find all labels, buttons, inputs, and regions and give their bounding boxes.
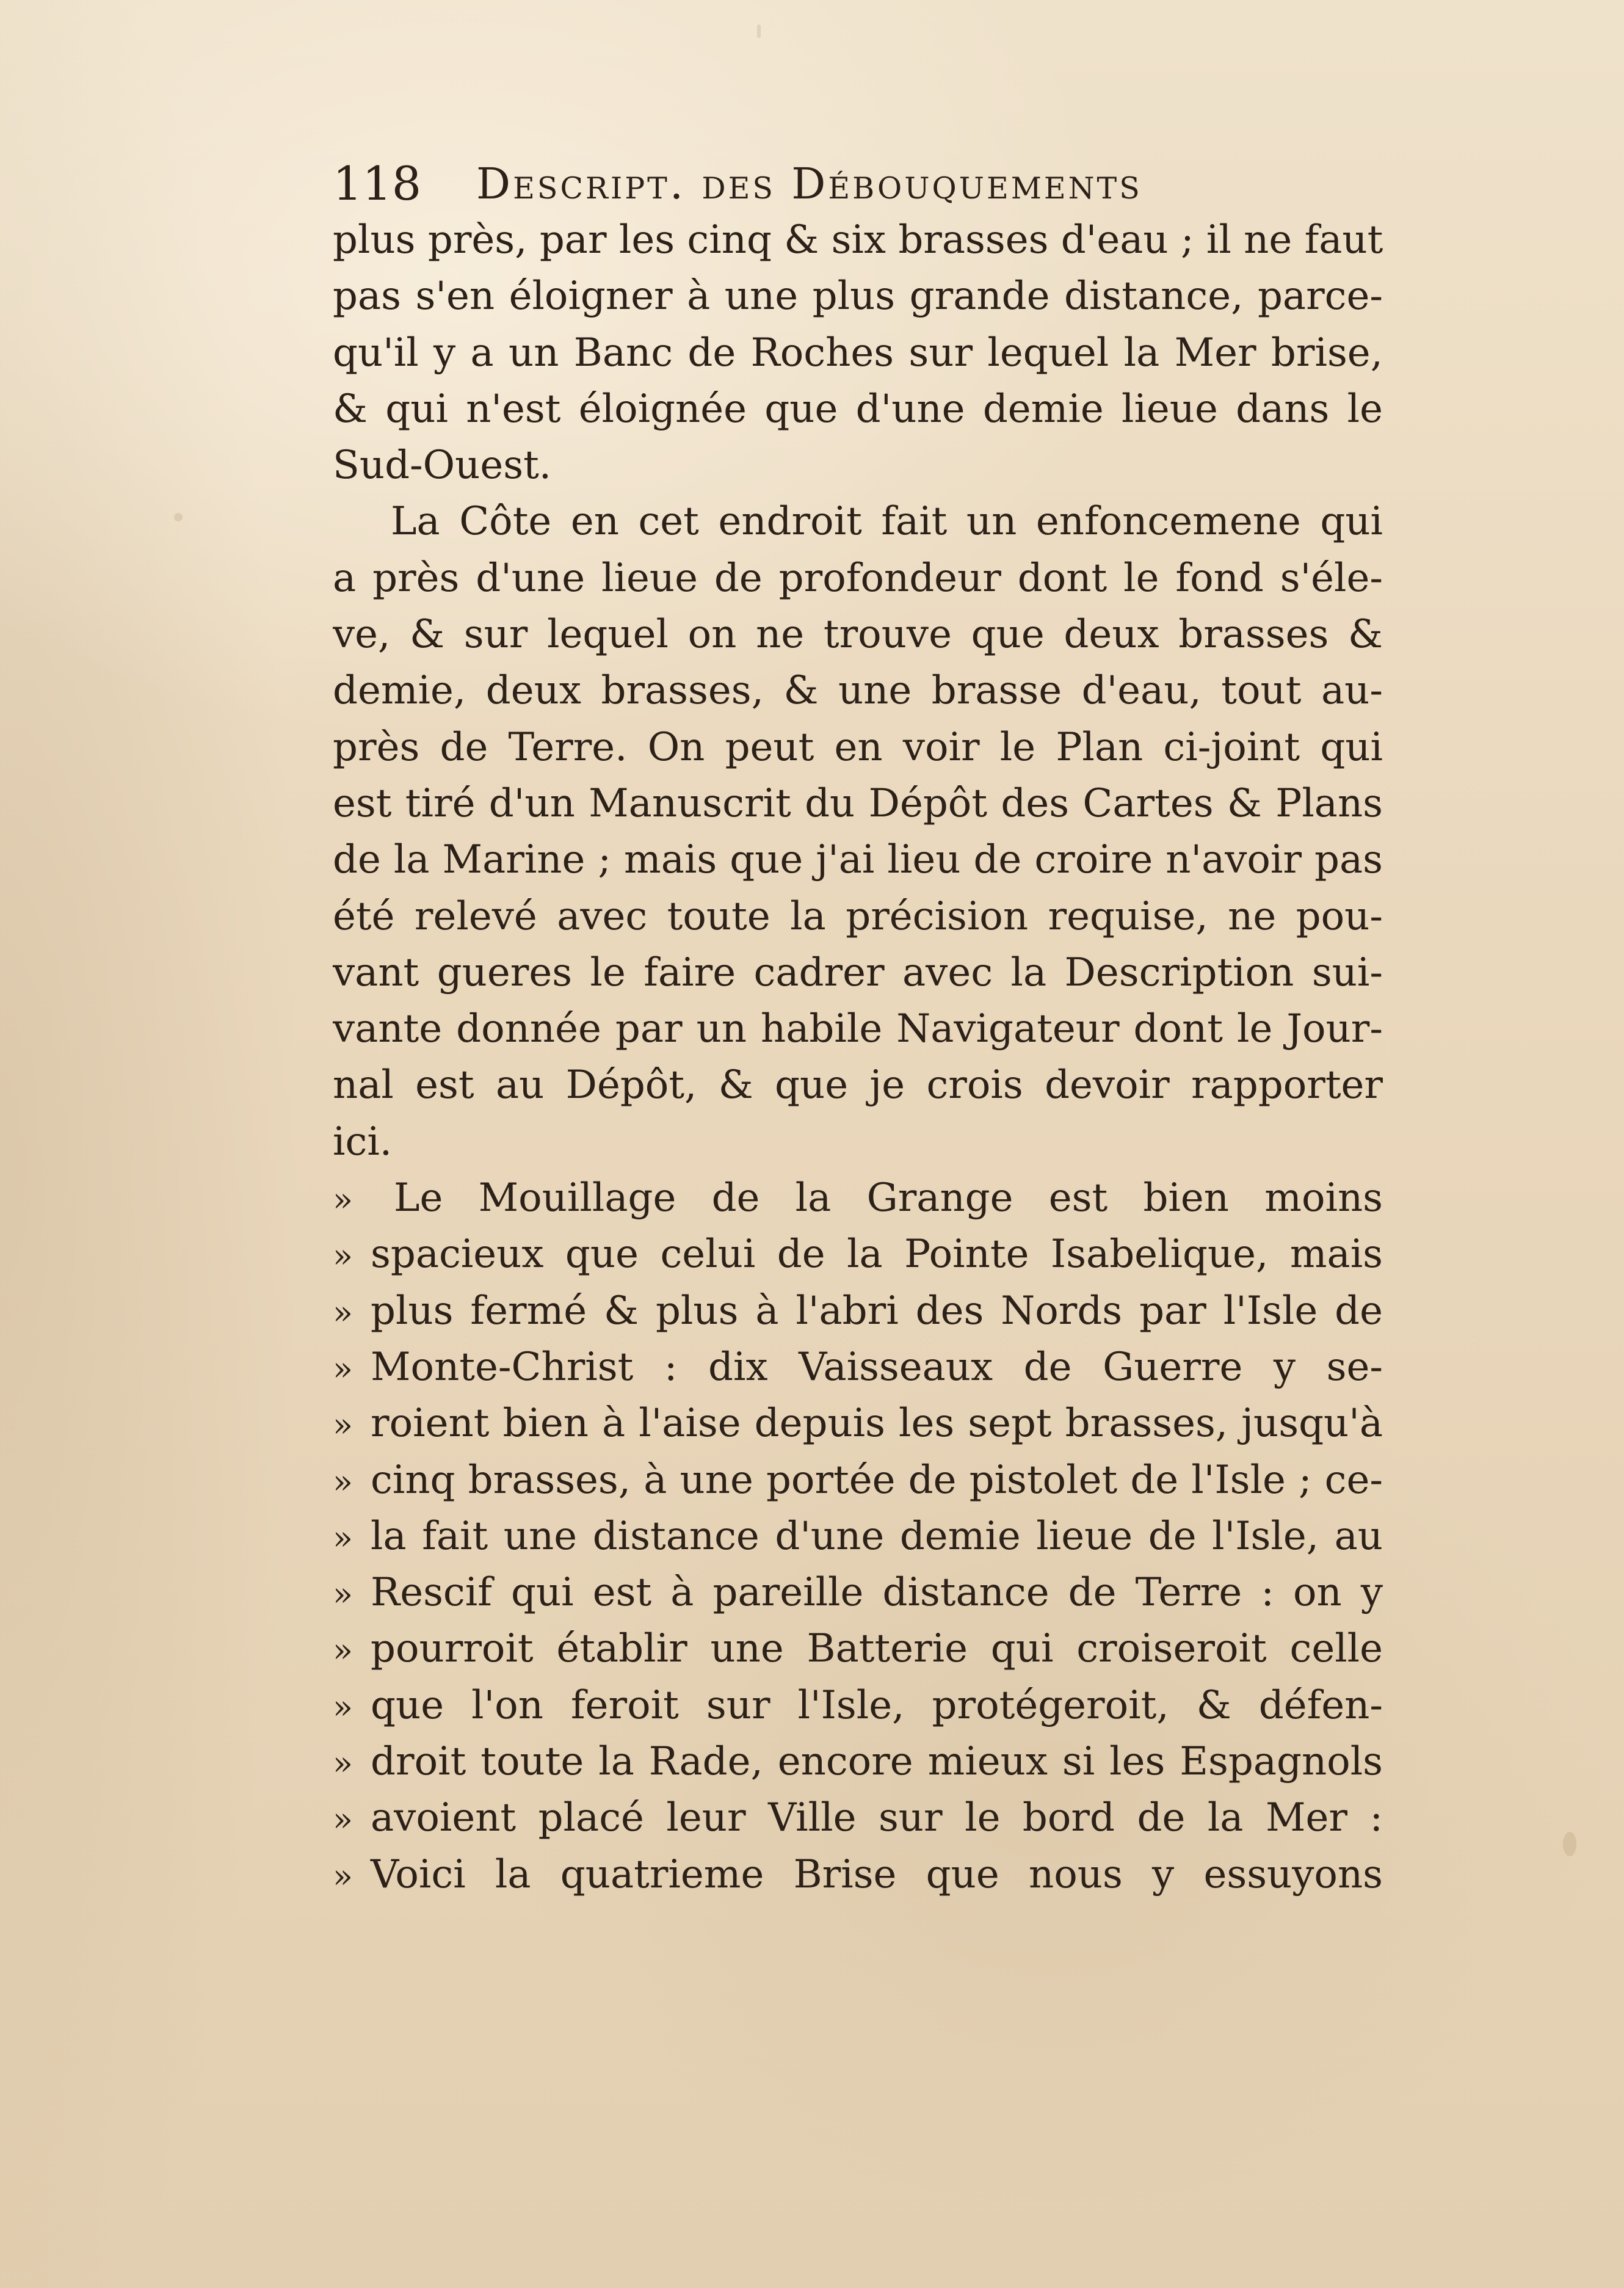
- paper-spot: [757, 24, 761, 38]
- text-line: ve, & sur lequel on ne trouve que deux brasses &: [333, 612, 1383, 658]
- quoted-line: [333, 1339, 1383, 1395]
- text-line: spacieux que celui de la Pointe Isabelique, mais: [371, 1232, 1383, 1277]
- quote-mark: »: [333, 1744, 353, 1783]
- text-line: pas s'en éloigner à une plus grande distance, parce-: [333, 274, 1383, 319]
- quote-mark: »: [333, 1349, 353, 1388]
- text-line: nal est au Dépôt, & que je crois devoir rapporter: [333, 1062, 1383, 1108]
- text-line: vant gueres le faire cadrer avec la Description sui-: [333, 950, 1383, 995]
- quoted-line: [333, 1790, 1383, 1846]
- quoted-line: [333, 1395, 1383, 1451]
- quote-mark: »: [333, 1575, 353, 1614]
- text-line: de la Marine ; mais que j'ai lieu de croire n'avoir pas: [333, 837, 1383, 883]
- quoted-line: [333, 1170, 1383, 1226]
- text-line: Voici la quatrieme Brise que nous y essuyons: [371, 1851, 1383, 1897]
- text-line: demie, deux brasses, & une brasse d'eau, tout au-: [333, 668, 1383, 714]
- text-line: ici.: [333, 1119, 393, 1164]
- text-line: a près d'une lieue de profondeur dont le fond s'éle-: [333, 555, 1383, 601]
- quoted-line: [333, 1226, 1383, 1282]
- quote-mark: »: [333, 1856, 353, 1895]
- text-line: La Côte en cet endroit fait un enfoncemene qui: [391, 499, 1383, 545]
- text-line: Le Mouillage de la Grange est bien moins: [394, 1175, 1383, 1221]
- text-line: droit toute la Rade, encore mieux si les Espagnols: [371, 1739, 1383, 1785]
- text-line: qu'il y a un Banc de Roches sur lequel la Mer brise,: [333, 330, 1383, 376]
- text-line: cinq brasses, à une portée de pistolet de l'Isle ; ce-: [371, 1457, 1383, 1503]
- quote-mark: »: [333, 1800, 353, 1839]
- text-line: pourroit établir une Batterie qui croiseroit celle: [371, 1626, 1383, 1672]
- text-line: plus fermé & plus à l'abri des Nords par l'Isle de: [371, 1288, 1383, 1334]
- quoted-line: [333, 1452, 1383, 1508]
- running-head: [333, 156, 1383, 212]
- quote-mark: »: [333, 1631, 353, 1670]
- text-line: que l'on feroit sur l'Isle, protégeroit, & défen-: [371, 1682, 1383, 1728]
- text-line: & qui n'est éloignée que d'une demie lieue dans le: [333, 386, 1383, 432]
- quoted-line: [333, 1621, 1383, 1677]
- quoted-line: [333, 1508, 1383, 1564]
- quote-mark: »: [333, 1406, 353, 1445]
- quote-mark: »: [333, 1293, 353, 1332]
- quote-mark: »: [333, 1237, 353, 1276]
- quoted-line: [333, 1847, 1383, 1903]
- text-line: plus près, par les cinq & six brasses d'eau ; il ne faut: [333, 217, 1383, 263]
- text-line: la fait une distance d'une demie lieue de l'Isle, au: [371, 1513, 1383, 1559]
- text-line: Rescif qui est à pareille distance de Terre : on y: [371, 1570, 1383, 1616]
- text-line: été relevé avec toute la précision requise, ne pou-: [333, 893, 1383, 939]
- text-line: Monte-Christ : dix Vaisseaux de Guerre y se-: [371, 1344, 1383, 1390]
- quote-mark: »: [333, 1687, 353, 1726]
- paper-spot: [1563, 1832, 1576, 1856]
- text-line: est tiré d'un Manuscrit du Dépôt des Cartes & Plans: [333, 780, 1383, 826]
- quoted-line: [333, 1677, 1383, 1734]
- quoted-line: [333, 1283, 1383, 1339]
- quoted-line: [333, 1734, 1383, 1790]
- quoted-line: [333, 1564, 1383, 1621]
- quote-mark: »: [333, 1462, 353, 1501]
- text-line: près de Terre. On peut en voir le Plan ci-joint qui: [333, 724, 1383, 770]
- text-line: vante donnée par un habile Navigateur dont le Jour-: [333, 1006, 1383, 1052]
- paragraph-continuation: [333, 212, 1383, 493]
- page-number: 118: [333, 156, 422, 211]
- paper-spot: [174, 513, 183, 521]
- text-line: avoient placé leur Ville sur le bord de la Mer :: [371, 1795, 1383, 1841]
- text-line: roient bien à l'aise depuis les sept brasses, jusqu'à: [371, 1401, 1383, 1447]
- quote-mark: »: [333, 1180, 353, 1219]
- running-title: Descript. des Débouquements: [476, 159, 1142, 209]
- text-block: [333, 156, 1383, 1903]
- quote-mark: »: [333, 1518, 353, 1557]
- paragraph-quoted: [333, 1170, 1383, 1903]
- text-line: Sud-Ouest.: [333, 443, 552, 488]
- paragraph-indented: [333, 493, 1383, 1170]
